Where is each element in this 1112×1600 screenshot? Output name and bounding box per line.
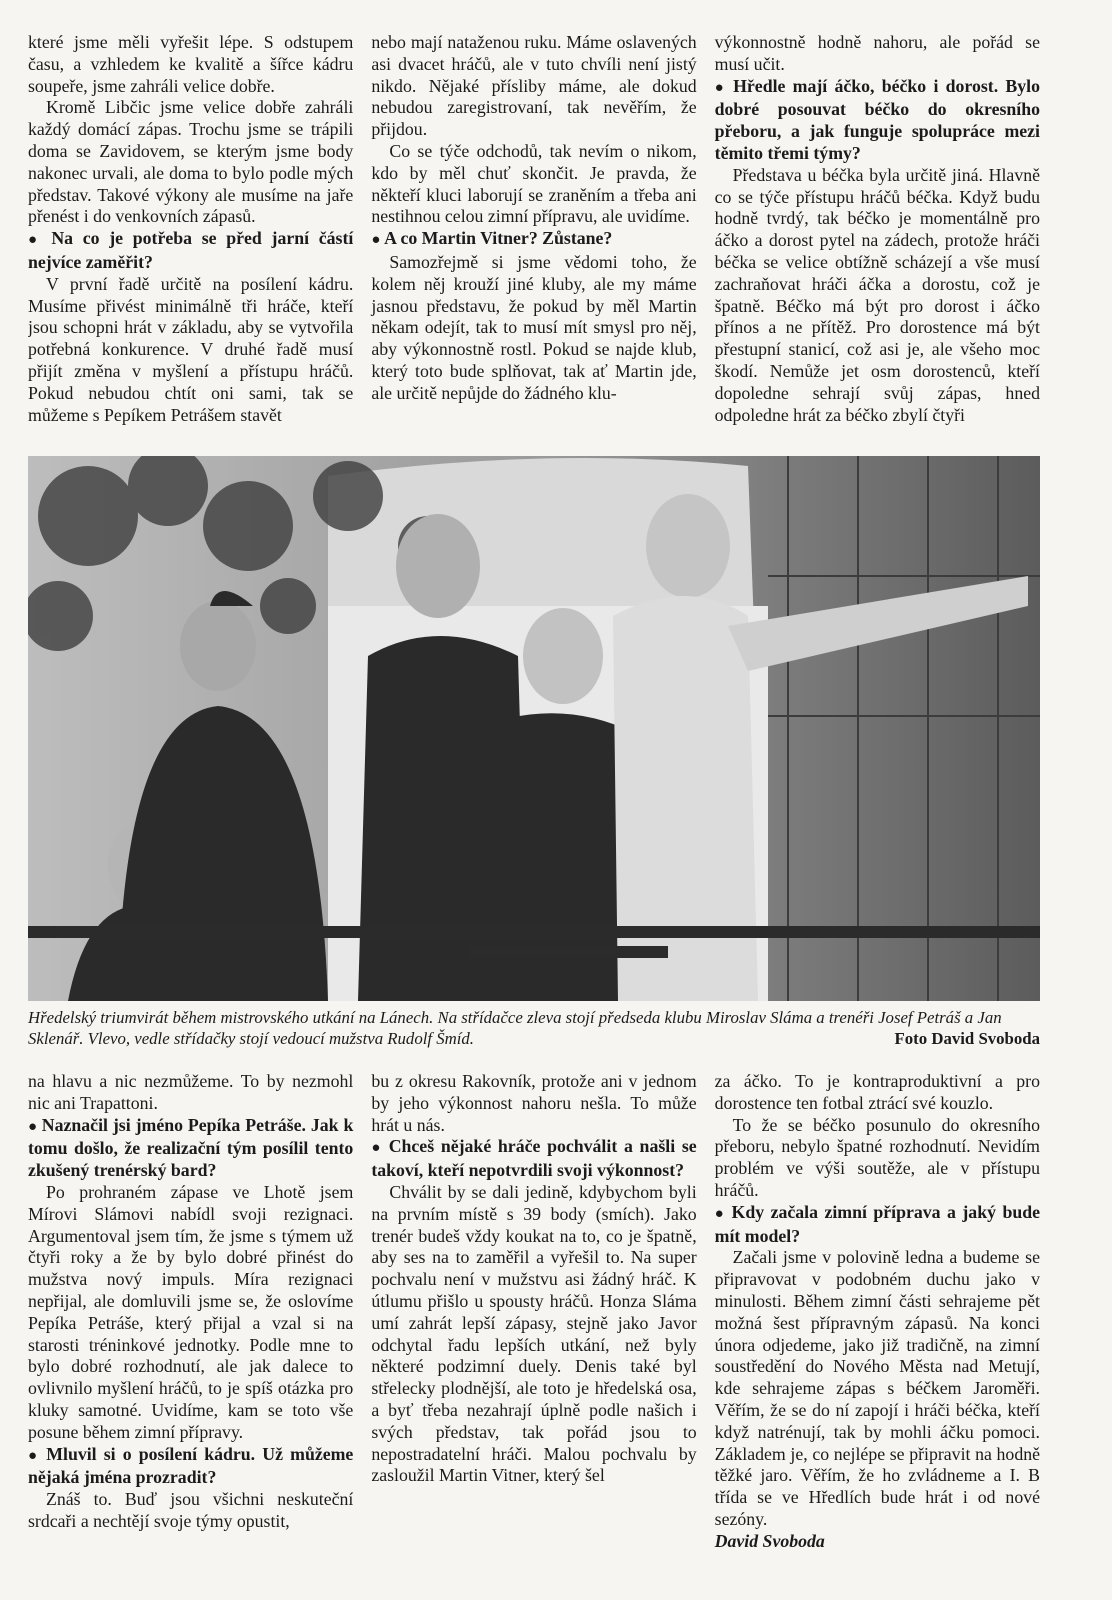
paragraph: bu z okresu Rakovník, protože ani v jednom by jeho výkonnost nahoru nešla. To může hrát u nás.: [371, 1071, 697, 1135]
paragraph: Kromě Libčic jsme velice dobře zahráli každý domácí zápas. Trochu jsme se trápili doma se Zavidovem, se kterým jsme body nakonec urvali, ale doma to bylo podle mých představ. Takové výkony ale musíme na jaře přenést i do venkovních zápasů.: [28, 97, 354, 227]
column-top-3: [715, 32, 1040, 448]
photo-credit: Foto David Svoboda: [894, 1029, 1040, 1048]
column-bottom-3: [715, 1071, 1040, 1551]
newspaper-page: [28, 32, 1040, 1551]
paragraph: Chválit by se dali jedině, kdybychom byli na prvním místě s 39 body (smích). Jako trenér budeš vždy koukat na to, co je špatně, aby ses na to zaměřil a vyřešil to. Na super pochvalu není v mužstvu asi žádný hráč. K útlumu přišlo u spousty hráčů. Honza Sláma umí zahrát lepší zápasy, stejně jako Javor odchytal řadu lepších utkání, než byly některé podzimní duely. Denis také byl střelecky plodnější, ale toto je hředelská osa, a byť třeba nezahrají úplně podle našich i svých představ, tak pořád jsou to nepostradatelní hráči. Malou pochvalu by zasloužil Martin Vitner, který šel: [371, 1181, 697, 1486]
question: ● Na co je potřeba se před jarní částí nejvíce zaměřit?: [28, 228, 353, 274]
paragraph: nebo mají nataženou ruku. Máme oslavených asi dvacet hráčů, ale v tuto chvíli není jistý nikdo. Nějaké přísliby máme, ale dokud nebudou zaregistrovaní, tak nevěřím, že přijdou.: [371, 32, 697, 140]
paragraph: Znáš to. Buď jsou všichni neskuteční srdcaři a nechtějí svoje týmy opustit,: [28, 1489, 354, 1531]
photo-caption: [28, 1007, 1040, 1049]
photo-illustration: [28, 456, 1040, 1001]
question: ● Naznačil jsi jméno Pepíka Petráše. Jak k tomu došlo, že realizační tým posílil tento zkušený trenérský bard?: [28, 1115, 353, 1182]
paragraph: Začali jsme v polovině ledna a budeme se připravovat v podobném duchu jako v minulosti. Během zimní části sehrajeme pět možná šest přípravným zápasů. Na konci února odjedeme, jako již tradičně, na zimní soustředění do Nového Města nad Metují, kde sehrajeme zápas s béčkem Jaroměři. Věřím, že se do ní zapojí i hráči béčka, kteří když natrénují, tak by mohli áčku pomoci. Základem je, co nejlépe se připravit na hodně těžké jaro. Věřím, že ho zvládneme a I. B třída se ve Hředlích bude hrát i od nové sezóny.: [714, 1247, 1040, 1529]
column-bottom-2: [371, 1071, 696, 1551]
paragraph: Co se týče odchodů, tak nevím o nikom, kdo by měl chuť skončit. Je pravda, že někteří kluci laborují se zraněním a třeba ani nestihnou celou zimní přípravu, ale uvidíme.: [371, 140, 697, 227]
paragraph: které jsme měli vyřešit lépe. S odstupem času, a vzhledem ke kvalitě a šířce kádru soupeře, jsme zahráli velice dobře.: [28, 32, 354, 96]
column-bottom-1: [28, 1071, 353, 1551]
paragraph: Samozřejmě si jsme vědomi toho, že kolem něj krouží jiné kluby, ale my máme jasnou představu, že pokud by měl Martin někam odejít, tak to musí mít smysl pro něj, aby výkonnostně rostl. Pokud se najde klub, který toto bude splňovat, tak ať Martin jde, ale určitě nepůjde do žádného klu-: [371, 251, 697, 403]
paragraph: V první řadě určitě na posílení kádru. Musíme přivést minimálně tři hráče, kteří jsou schopni hrát v základu, aby se vytvořila potřebná konkurence. V druhé řadě musí přijít změna v myšlení a přístupu hráčů. Pokud nebudou chtít oni sami, tak se můžeme s Pepíkem Petrášem stavět: [28, 273, 354, 425]
photo: [28, 456, 1040, 1001]
question: ● Chceš nějaké hráče pochválit a našli se takoví, kteří nepotvrdili svoji výkonnost?: [371, 1136, 696, 1182]
caption-text: Hředelský triumvirát během mistrovského utkání na Lánech. Na střídačce zleva stojí předseda klubu Miroslav Sláma a trenéři Josef Petráš a Jan Sklenář. Vlevo, vedle střídačky stojí vedoucí mužstva Rudolf Šmíd.: [28, 1008, 1002, 1048]
paragraph: na hlavu a nic nezmůžeme. To by nezmohl nic ani Trapattoni.: [28, 1071, 354, 1113]
paragraph: za áčko. To je kontraproduktivní a pro dorostence ten fotbal ztrácí své kouzlo.: [714, 1071, 1040, 1113]
column-top-2: [371, 32, 696, 448]
article-top-columns: [28, 32, 1040, 448]
paragraph: Po prohraném zápase ve Lhotě jsem Mírovi Slámovi nabídl svoji rezignaci. Argumentoval jsem tím, že jsme s týmem už čtyři roky a že by bylo dobré přinést do mužstva nový impuls. Míra rezignaci nepřijal, ale domluvili jsme se, že oslovíme Pepíka Petráše, který přijal a vzal si na starosti tréninkové jednotky. Podle mne to bylo dobré rozhodnutí, ale jak dalece to ovlivnilo myšlení hráčů, to je spíš otázka pro kluky samotné. Uvidíme, kam se toto vše posune během zimní přípravy.: [28, 1181, 354, 1442]
question: ● Mluvil si o posílení kádru. Už můžeme nějaká jména prozradit?: [28, 1444, 353, 1490]
paragraph: To že se béčko posunulo do okresního přeboru, nebylo špatné rozhodnutí. Nevidím problém ve výši soutěže, ale v přístupu hráčů.: [714, 1114, 1040, 1200]
question: ● Hředle mají áčko, béčko i dorost. Bylo dobré posouvat béčko do okresního přeboru, a jak funguje spolupráce mezi těmito třemi týmy?: [715, 76, 1040, 165]
paragraph: Představa u béčka byla určitě jiná. Hlavně co se týče přístupu hráčů béčka. Když budu hodně tvrdý, tak béčko je momentálně pro áčko a dorost pytel na zádech, protože hráči béčka se velice obtížně scházejí a vše musí zachraňovat hráči áčka a dorostu, což je špatně. Béčko má být pro dorost i áčko přínos a ne přítěž. Pro dorostence má být přestupní stanicí, což asi je, ale všeho moc škodí. Nemůže jet osm dorostenců, kteří dopoledne sehrají svůj zápas, hned odpoledne hrát za béčko zbylí čtyři: [714, 164, 1040, 425]
question: ● A co Martin Vitner? Zůstane?: [371, 228, 696, 252]
paragraph: výkonnostně hodně nahoru, ale pořád se musí učit.: [714, 32, 1040, 74]
author-signature: David Svoboda: [714, 1530, 825, 1551]
column-top-1: [28, 32, 353, 448]
question: ● Kdy začala zimní příprava a jaký bude mít model?: [715, 1202, 1040, 1248]
article-bottom-columns: [28, 1071, 1040, 1551]
